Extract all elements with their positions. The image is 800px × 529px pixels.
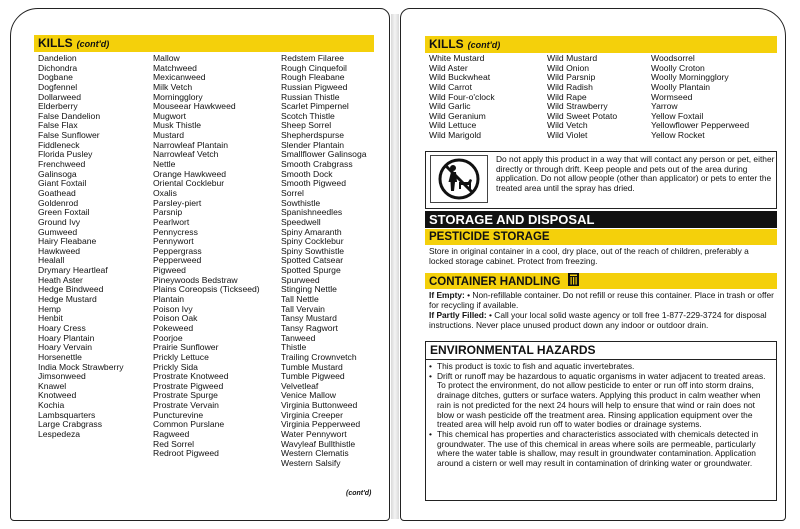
weed-name: Plantain bbox=[153, 294, 185, 305]
weed-name: Musk Thistle bbox=[153, 120, 202, 131]
weed-name: Tansy Mustard bbox=[281, 313, 337, 324]
weed-name: Smooth Crabgrass bbox=[281, 159, 353, 170]
weed-name: India Mock Strawberry bbox=[38, 361, 124, 372]
weed-name: Milk Vetch bbox=[153, 81, 193, 92]
weed-name: Russian Pigweed bbox=[281, 81, 348, 92]
if-partly-text: • Call your local solid waste agency or toll free 1-877-229-3724 for disposal instructions. Never place unused product down any indoor or outdoor drain. bbox=[429, 310, 767, 330]
weed-name: Smooth Pigweed bbox=[281, 178, 346, 189]
weed-name: Ragweed bbox=[153, 428, 190, 439]
weed-name: Hawkweed bbox=[38, 245, 81, 256]
weed-name: Western Clematis bbox=[281, 448, 349, 459]
weed-name: Peppergrass bbox=[153, 245, 202, 256]
weed-name: Wild Marigold bbox=[429, 130, 482, 141]
weed-name: White Mustard bbox=[429, 53, 485, 63]
weed-name: Smooth Dock bbox=[281, 168, 333, 179]
weed-name: Parsley-piert bbox=[153, 197, 202, 208]
weed-name: Knotweed bbox=[38, 390, 77, 401]
weed-name: Oriental Cocklebur bbox=[153, 178, 225, 189]
weed-name: Pineywoods Bedstraw bbox=[153, 274, 238, 285]
kills-title: KILLS bbox=[38, 36, 73, 50]
continued-note: (cont'd) bbox=[346, 490, 372, 497]
no-people-pets-icon bbox=[430, 155, 488, 203]
pesticide-storage-title: PESTICIDE STORAGE bbox=[425, 229, 777, 245]
environmental-hazards-box bbox=[425, 341, 777, 501]
weed-name: Red Sorrel bbox=[153, 438, 195, 449]
people-pets-warning-box bbox=[425, 151, 777, 209]
weed-name: False Dandelion bbox=[38, 110, 101, 121]
weed-name: Wild Sweet Potato bbox=[547, 110, 618, 121]
weed-name: Spotted Catsear bbox=[281, 255, 344, 266]
weed-name: Wild Carrot bbox=[429, 81, 472, 92]
weed-name: Sorrel bbox=[281, 187, 304, 198]
weed-name: Elderberry bbox=[38, 101, 78, 112]
weed-name: Wild Geranium bbox=[429, 110, 486, 121]
weed-name: Horsenettle bbox=[38, 351, 82, 362]
weed-name: Dollarweed bbox=[38, 91, 81, 102]
book-spine bbox=[391, 14, 399, 519]
environmental-hazards-title: ENVIRONMENTAL HAZARDS bbox=[426, 342, 776, 360]
weed-list-column-1 bbox=[38, 54, 124, 440]
weed-name: Wild Radish bbox=[547, 81, 593, 92]
weed-name: Shepherdspurse bbox=[281, 130, 345, 141]
weed-name: Hemp bbox=[38, 303, 61, 314]
kills-title: KILLS bbox=[429, 37, 464, 51]
weed-name: Prostrate Spurge bbox=[153, 390, 218, 401]
weed-name: Prickly Sida bbox=[153, 361, 198, 372]
weed-name: Spiny Amaranth bbox=[281, 226, 342, 237]
weed-name: Tall Vervain bbox=[281, 303, 325, 314]
weed-name: Prickly Lettuce bbox=[153, 351, 209, 362]
weed-name: Morningglory bbox=[153, 91, 203, 102]
hazard-item: • Drift or runoff may be hazardous to aquatic organisms in water adjacent to treated areas. To protect the environment, do not allow pesticide to enter or run off into storm drains, drainage ditches, gutters or surface waters. Applying this product in calm weather when rain is not predicted for the next 24 hours will help to ensure that wind or rain does not blow or wash pesticide off the treatment area. Rinsing application equipment over the treated area will help avoid run off to water bodies or drainage systems. bbox=[429, 372, 773, 430]
weed-name: Spiny Cocklebur bbox=[281, 236, 344, 247]
weed-name: Yellowflower Pepperweed bbox=[651, 120, 750, 131]
if-partly-filled-instruction bbox=[429, 311, 775, 331]
weed-name: Hoary Cress bbox=[38, 322, 86, 333]
if-empty-label: If Empty: bbox=[429, 290, 465, 300]
weed-name: Pennywort bbox=[153, 236, 194, 247]
container-handling-title: CONTAINER HANDLING bbox=[429, 276, 561, 289]
weed-name: Wild Aster bbox=[429, 62, 468, 73]
weed-name: Dogbane bbox=[38, 72, 73, 83]
kills-header-right bbox=[425, 36, 777, 53]
weed-name: Sowthistle bbox=[281, 197, 321, 208]
weed-name: Spiny Sowthistle bbox=[281, 245, 345, 256]
weed-name: Knawel bbox=[38, 380, 67, 391]
weed-name: Spanishneedles bbox=[281, 207, 343, 218]
weed-name: Redstem Filaree bbox=[281, 53, 345, 63]
weed-name: Wild Garlic bbox=[429, 101, 471, 112]
weed-name: Pearlwort bbox=[153, 216, 190, 227]
weed-name: Spurweed bbox=[281, 274, 320, 285]
weed-name: Fiddleneck bbox=[38, 139, 80, 150]
weed-name: Speedwell bbox=[281, 216, 321, 227]
weed-name: Yellow Rocket bbox=[651, 130, 705, 141]
weed-name: Virginia Buttonweed bbox=[281, 400, 358, 411]
weed-name: Woolly Croton bbox=[651, 62, 705, 73]
weed-name: Poorjoe bbox=[153, 332, 183, 343]
weed-name: Common Purslane bbox=[153, 419, 225, 430]
weed-name: Kochia bbox=[38, 400, 65, 411]
weed-name: Trailing Crownvetch bbox=[281, 351, 357, 362]
weed-name: Wild Lettuce bbox=[429, 120, 477, 131]
weed-name: Wild Violet bbox=[547, 130, 588, 141]
weed-name: Tansy Ragwort bbox=[281, 322, 338, 333]
if-partly-label: If Partly Filled: bbox=[429, 310, 487, 320]
left-label-page bbox=[10, 8, 390, 521]
if-empty-text: • Non-refillable container. Do not refill or reuse this container. Place in trash or offer for recycling if available. bbox=[429, 290, 774, 310]
hazard-item: • This product is toxic to fish and aquatic invertebrates. bbox=[429, 362, 773, 372]
weed-name: Healall bbox=[38, 255, 65, 266]
weed-name: Scotch Thistle bbox=[281, 110, 335, 121]
weed-name: Nettle bbox=[153, 159, 176, 170]
weed-name: Prostrate Vervain bbox=[153, 400, 219, 411]
weed-name: Mugwort bbox=[153, 110, 186, 121]
weed-name: Ground Ivy bbox=[38, 216, 81, 227]
weed-name: Woodsorrel bbox=[651, 53, 695, 63]
pesticide-storage-text: Store in original container in a cool, dry place, out of the reach of children, preferably a locked storage cabinet. Protect from freezing. bbox=[429, 246, 749, 266]
weed-name: Smallflower Galinsoga bbox=[281, 149, 367, 160]
weed-list-column-3 bbox=[281, 54, 367, 469]
weed-name: Giant Foxtail bbox=[38, 178, 87, 189]
weed-name: Gumweed bbox=[38, 226, 78, 237]
weed-name: Tanweed bbox=[281, 332, 316, 343]
weed-list-column-2 bbox=[153, 54, 260, 459]
weed-name: Wild Buckwheat bbox=[429, 72, 491, 83]
hazard-item: • This chemical has properties and characteristics associated with chemicals detected in groundwater. The use of this chemical in areas where soils are permeable, particularly where the water table is shallow, may result in groundwater contamination. Application around a cistern or well may result in contamination of drinking water or groundwater. bbox=[429, 430, 773, 469]
weed-name: Water Pennywort bbox=[281, 428, 347, 439]
weed-name: Hoary Vervain bbox=[38, 342, 92, 353]
weed-name: Prostrate Pigweed bbox=[153, 380, 224, 391]
weed-name: Heath Aster bbox=[38, 274, 83, 285]
weed-name: Plains Coreopsis (Tickseed) bbox=[153, 284, 260, 295]
weed-name: Spotted Spurge bbox=[281, 265, 341, 276]
weed-name: Virginia Creeper bbox=[281, 409, 343, 420]
weed-name: Hoary Plantain bbox=[38, 332, 95, 343]
weed-name: Jimsonweed bbox=[38, 371, 86, 382]
weed-name: Virginia Pepperweed bbox=[281, 419, 361, 430]
weed-name: Pepperweed bbox=[153, 255, 202, 266]
container-handling-header bbox=[425, 273, 777, 289]
weed-name: Poison Ivy bbox=[153, 303, 193, 314]
weed-list-column-2 bbox=[547, 54, 617, 141]
weed-name: Wild Strawberry bbox=[547, 101, 608, 112]
weed-name: Orange Hawkweed bbox=[153, 168, 227, 179]
weed-name: Tall Nettle bbox=[281, 294, 319, 305]
weed-name: Redroot Pigweed bbox=[153, 448, 219, 459]
weed-list-column-3 bbox=[651, 54, 749, 141]
weed-name: Lespedeza bbox=[38, 428, 81, 439]
weed-name: Wild Mustard bbox=[547, 53, 598, 63]
weed-name: Scarlet Pimpernel bbox=[281, 101, 349, 112]
weed-name: Sheep Sorrel bbox=[281, 120, 332, 131]
weed-name: Large Crabgrass bbox=[38, 419, 103, 430]
weed-name: Goathead bbox=[38, 187, 76, 198]
weed-name: Venice Mallow bbox=[281, 390, 336, 401]
weed-name: Rough Cinquefoil bbox=[281, 62, 347, 73]
weed-name: Mouseear Hawkweed bbox=[153, 101, 236, 112]
weed-name: Hedge Bindweed bbox=[38, 284, 104, 295]
weed-name: Henbit bbox=[38, 313, 63, 324]
weed-name: Matchweed bbox=[153, 62, 197, 73]
weed-name: Florida Pusley bbox=[38, 149, 93, 160]
weed-name: Lambsquarters bbox=[38, 409, 96, 420]
weed-name: Mallow bbox=[153, 53, 180, 63]
weed-name: Stinging Nettle bbox=[281, 284, 337, 295]
if-empty-instruction bbox=[429, 291, 775, 311]
weed-name: False Sunflower bbox=[38, 130, 100, 141]
weed-name: Wavyleaf Bullthistle bbox=[281, 438, 356, 449]
weed-name: False Flax bbox=[38, 120, 78, 131]
weed-name: Frenchweed bbox=[38, 159, 86, 170]
weed-name: Oxalis bbox=[153, 187, 177, 198]
weed-name: Wild Vetch bbox=[547, 120, 588, 131]
weed-list-column-1 bbox=[429, 54, 495, 141]
weed-name: Puncturevine bbox=[153, 409, 204, 420]
weed-name: Narrowleaf Vetch bbox=[153, 149, 219, 160]
weed-name: Thistle bbox=[281, 342, 307, 353]
weed-name: Tumble Pigweed bbox=[281, 371, 345, 382]
weed-name: Poison Oak bbox=[153, 313, 198, 324]
weed-name: Wild Parsnip bbox=[547, 72, 596, 83]
weed-name: Green Foxtail bbox=[38, 207, 90, 218]
weed-name: Narrowleaf Plantain bbox=[153, 139, 228, 150]
weed-name: Goldenrod bbox=[38, 197, 79, 208]
weed-name: Mustard bbox=[153, 130, 185, 141]
weed-name: Russian Thistle bbox=[281, 91, 340, 102]
people-pets-warning-text: Do not apply this product in a way that will contact any person or pet, either directly or through drift. Keep people and pets out of the area during application. Do not allow people (other than applicator) or pets to enter the treated area until the spray has dried. bbox=[496, 154, 775, 193]
weed-name: Rough Fleabane bbox=[281, 72, 345, 83]
weed-name: Pennycress bbox=[153, 226, 198, 237]
weed-name: Yellow Foxtail bbox=[651, 110, 704, 121]
weed-name: Hedge Mustard bbox=[38, 294, 97, 305]
weed-name: Woolly Morningglory bbox=[651, 72, 729, 83]
weed-name: Galinsoga bbox=[38, 168, 77, 179]
weed-name: Pigweed bbox=[153, 265, 186, 276]
weed-name: Prostrate Knotweed bbox=[153, 371, 229, 382]
weed-name: Dandelion bbox=[38, 53, 77, 63]
weed-name: Wild Four-o'clock bbox=[429, 91, 495, 102]
weed-name: Slender Plantain bbox=[281, 139, 345, 150]
weed-name: Wild Onion bbox=[547, 62, 590, 73]
right-label-page bbox=[400, 8, 786, 521]
weed-name: Yarrow bbox=[651, 101, 678, 112]
weed-name: Tumble Mustard bbox=[281, 361, 343, 372]
kills-cont-label: (cont'd) bbox=[76, 39, 110, 49]
weed-name: Western Salsify bbox=[281, 457, 341, 468]
storage-disposal-title: STORAGE AND DISPOSAL bbox=[425, 211, 777, 228]
weed-name: Mexicanweed bbox=[153, 72, 206, 83]
weed-name: Drymary Heartleaf bbox=[38, 265, 108, 276]
weed-name: Dogfennel bbox=[38, 81, 78, 92]
weed-name: Wormseed bbox=[651, 91, 693, 102]
weed-name: Hairy Fleabane bbox=[38, 236, 97, 247]
weed-name: Pokeweed bbox=[153, 322, 194, 333]
kills-cont-label: (cont'd) bbox=[467, 40, 501, 50]
weed-name: Prairie Sunflower bbox=[153, 342, 219, 353]
weed-name: Velvetleaf bbox=[281, 380, 319, 391]
weed-name: Wild Rape bbox=[547, 91, 587, 102]
kills-header-left bbox=[34, 35, 374, 52]
weed-name: Dichondra bbox=[38, 62, 78, 73]
environmental-hazards-list bbox=[429, 362, 773, 469]
weed-name: Woolly Plantain bbox=[651, 81, 711, 92]
trash-can-icon bbox=[568, 273, 579, 291]
weed-name: Parsnip bbox=[153, 207, 183, 218]
